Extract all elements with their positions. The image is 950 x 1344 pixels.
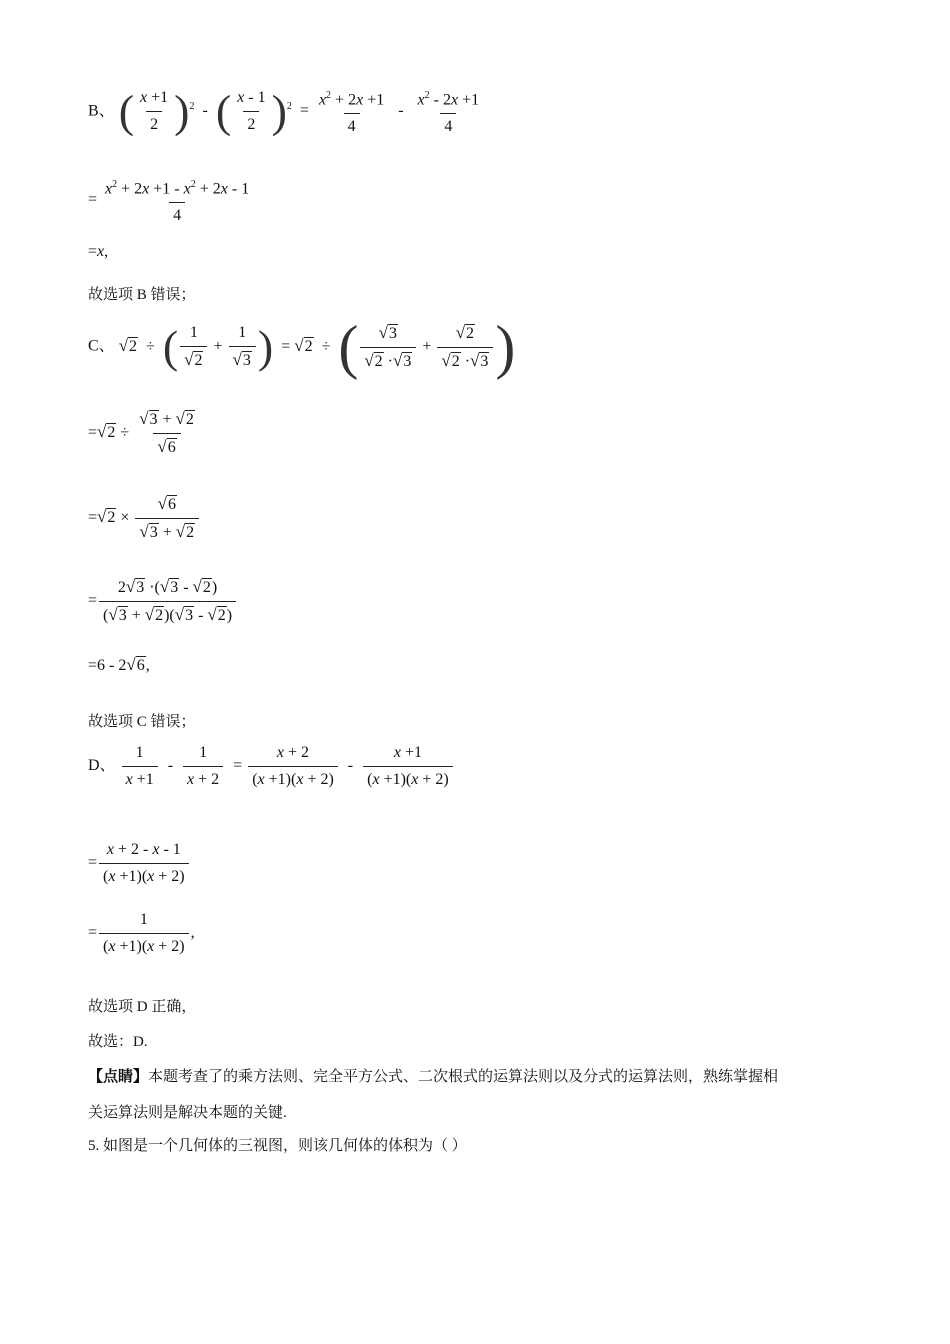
option-c-step4: = $\frac{2√3 \cdot(√3 - √2)}{(√3 + √2)(√3 - √2)}$	[88, 577, 238, 626]
fraction: $\frac{x^2 + 2x +1 - x^2 + 2x - 1}{4}$	[105, 179, 250, 225]
option-b-label: B、	[88, 102, 115, 120]
comment-tag: 【点睛】	[88, 1069, 149, 1085]
option-c-step2: =√2 ÷ $\frac{√3 + √2}{√6}$	[88, 409, 194, 456]
option-b-step1: B、 ( $\frac{x +1}{2}$ )$^2$ - ( $\frac{x - 1}{2}$ )$^2$ = $\frac{x^2 + 2x +1}{4}$ - $\frac{x^2 - 2x +1}{4}$	[88, 86, 485, 137]
option-c-step1: C、 √2 ÷ ( $\frac{1}{√2}$ + $\frac{1}{√3}$ ) = √2 ÷ ( $\frac{√3}{√2 \cdot√3}$ + $\frac{√2}{√2 \cdot√3}$ )	[88, 314, 516, 380]
right-paren: )	[174, 85, 190, 137]
question-5: 5. 如图是一个几何体的三视图，则该几何体的体积为（ ）	[88, 1138, 467, 1154]
option-c-conclusion: 故选项 C 错误；	[88, 714, 196, 730]
right-paren: )	[495, 314, 516, 380]
fraction: $\frac{x^2 + 2x +1}{4}$	[318, 90, 385, 136]
option-c-final: =6 - 2√6,	[88, 655, 150, 674]
option-d-label: D、	[88, 757, 116, 775]
option-c-step3: =√2 × $\frac{√6}{√3 + √2}$	[88, 494, 201, 543]
option-d-step3: = $\frac{1}{(x +1)(x + 2)}$ ,	[88, 911, 195, 955]
option-b-step3: =x,	[88, 243, 109, 260]
comment-line1	[88, 1067, 778, 1087]
option-d-step2: = $\frac{x + 2 - x - 1}{(x +1)(x + 2)}$	[88, 840, 191, 887]
comment-text-1: 本题考查了的乘方法则、完全平方公式、二次根式的运算法则以及分式的运算法则，熟练掌握相	[148, 1069, 779, 1085]
fraction: $\frac{x - 1}{2}$	[237, 89, 266, 134]
exponent: 2	[286, 101, 292, 112]
left-paren: (	[118, 85, 135, 137]
left-paren: (	[215, 85, 232, 137]
fraction: $\frac{x^2 - 2x +1}{4}$	[417, 90, 480, 136]
left-paren: (	[162, 321, 179, 372]
right-paren: )	[257, 321, 274, 372]
exponent: 2	[189, 101, 195, 112]
option-d-conclusion: 故选项 D 正确，	[88, 999, 197, 1015]
fraction: $\frac{x +1}{2}$	[140, 89, 169, 134]
option-b-step2: = $\frac{x^2 + 2x +1 - x^2 + 2x - 1}{4}$	[88, 175, 255, 226]
option-d-step1: D、 $\frac{1}{x +1}$ - $\frac{1}{x + 2}$ = $\frac{x + 2}{(x +1)(x + 2)}$ - $\frac{x +1}{(x +1)(x + 2)}$	[88, 743, 455, 790]
right-paren: )	[271, 85, 287, 137]
option-b-conclusion: 故选项 B 错误；	[88, 287, 196, 303]
comment-line2: 关运算法则是解决本题的关键.	[88, 1105, 287, 1121]
answer: 故选：D.	[88, 1034, 148, 1050]
left-paren: (	[338, 314, 359, 380]
option-c-label: C、	[88, 337, 115, 355]
